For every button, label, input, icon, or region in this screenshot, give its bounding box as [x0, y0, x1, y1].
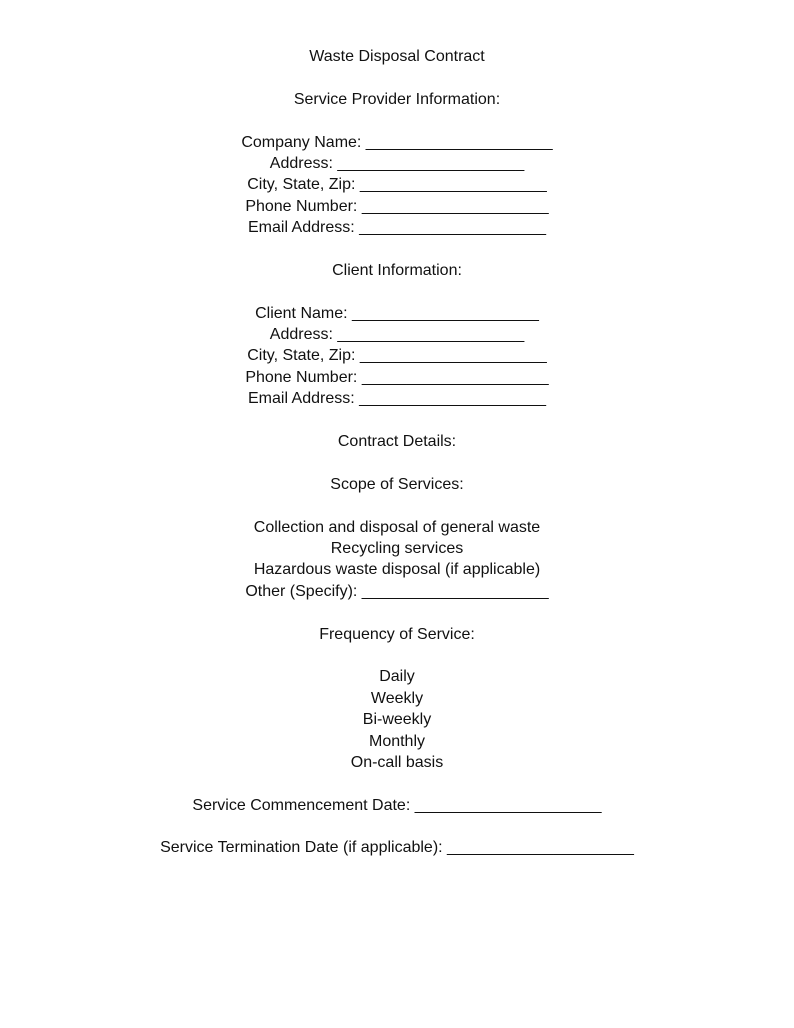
document-title: Waste Disposal Contract	[309, 48, 485, 65]
contract-document	[0, 46, 794, 859]
frequency-item: On-call basis	[350, 753, 444, 771]
provider-company-name-field[interactable]: Company Name: _____________________	[241, 133, 553, 151]
spacer	[0, 645, 794, 666]
frequency-item: Bi-weekly	[362, 711, 432, 729]
frequency-item: Monthly	[368, 732, 426, 750]
spacer	[0, 602, 794, 623]
scope-item: Recycling services	[330, 539, 464, 557]
service-termination-date-field[interactable]: Service Termination Date (if applicable): _____________________	[160, 839, 634, 857]
provider-city-state-zip-field[interactable]: City, State, Zip: _____________________	[247, 176, 547, 194]
spacer	[0, 67, 794, 88]
client-city-state-zip-field[interactable]: City, State, Zip: _____________________	[247, 347, 547, 365]
spacer	[0, 816, 794, 837]
client-email-address-field[interactable]: Email Address: _____________________	[247, 390, 547, 408]
scope-item: Collection and disposal of general waste	[253, 518, 541, 536]
provider-phone-number-field[interactable]: Phone Number: _____________________	[245, 197, 549, 215]
frequency-item: Daily	[379, 668, 415, 686]
scope-of-services-heading: Scope of Services:	[330, 475, 464, 493]
client-phone-number-field[interactable]: Phone Number: _____________________	[245, 368, 549, 386]
frequency-of-service-heading: Frequency of Service:	[319, 625, 475, 643]
scope-other-specify-field[interactable]: Other (Specify): _____________________	[245, 582, 549, 600]
contract-details-heading: Contract Details:	[337, 433, 457, 451]
spacer	[0, 239, 794, 260]
provider-address-field[interactable]: Address: _____________________	[269, 154, 525, 172]
frequency-item: Weekly	[370, 689, 424, 707]
service-provider-heading: Service Provider Information:	[293, 90, 501, 108]
scope-item: Hazardous waste disposal (if applicable)	[253, 561, 541, 579]
spacer	[0, 495, 794, 516]
spacer	[0, 410, 794, 431]
client-info-heading: Client Information:	[332, 261, 462, 279]
client-address-field[interactable]: Address: _____________________	[269, 326, 525, 344]
provider-email-address-field[interactable]: Email Address: _____________________	[247, 219, 547, 237]
client-name-field[interactable]: Client Name: _____________________	[255, 304, 539, 322]
spacer	[0, 773, 794, 794]
spacer	[0, 281, 794, 302]
spacer	[0, 452, 794, 473]
service-commencement-date-field[interactable]: Service Commencement Date: _____________________	[192, 796, 602, 814]
spacer	[0, 110, 794, 131]
